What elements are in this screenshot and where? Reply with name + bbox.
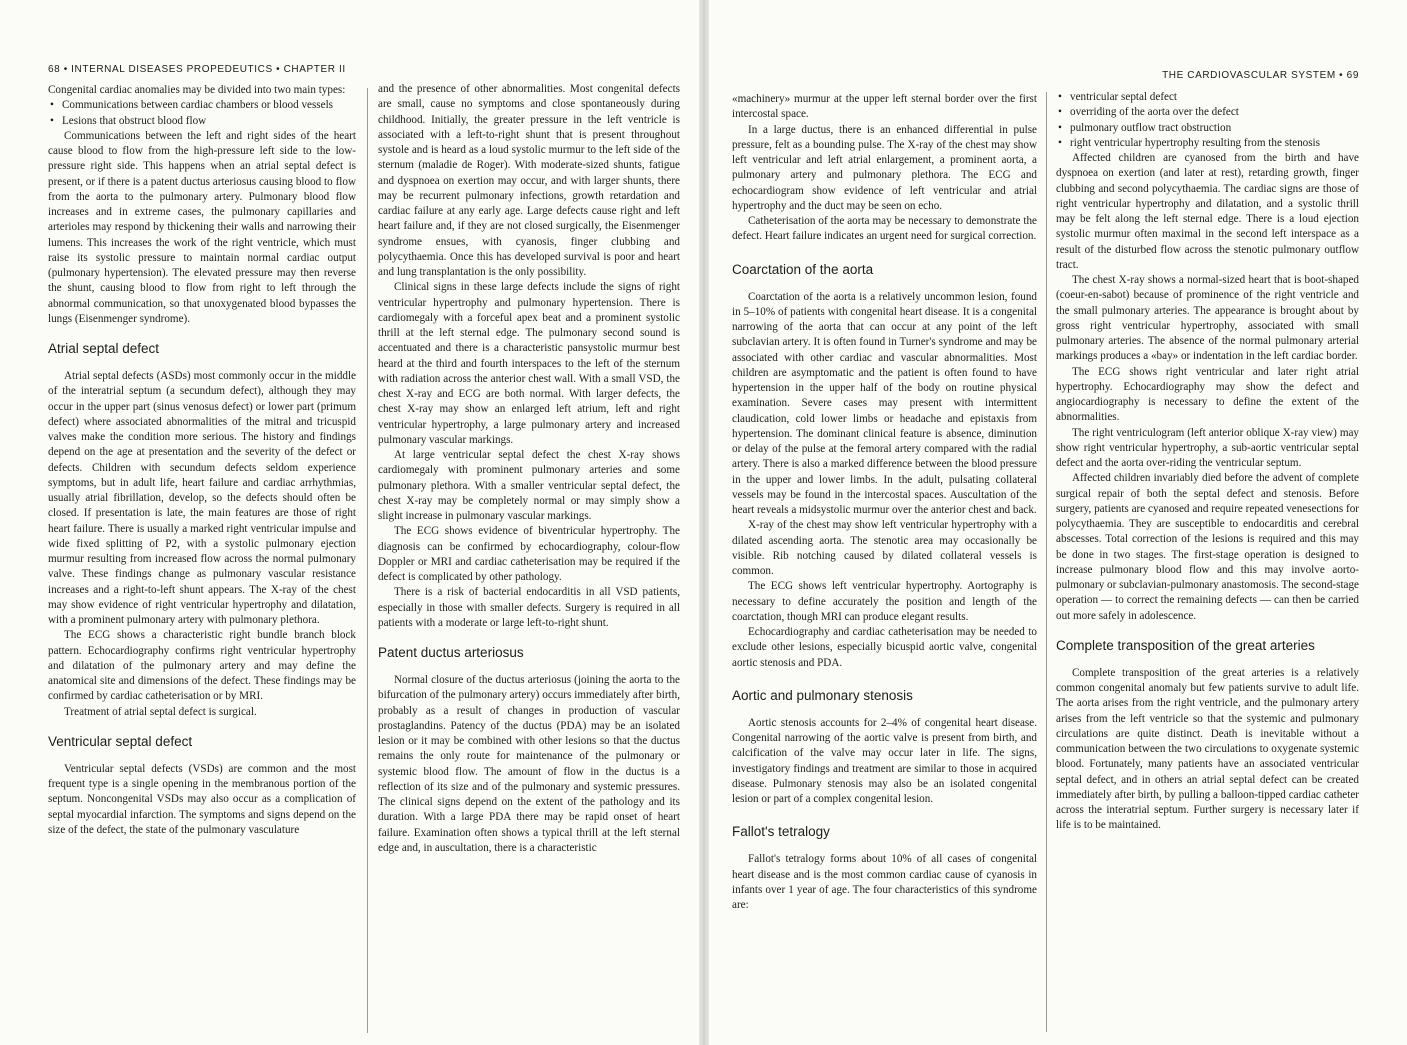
paragraph: Catheterisation of the aorta may be necessary to demonstrate the defect. Heart failure indicates an urgent need for surgical correction. (732, 215, 1037, 243)
bullet-item: • pulmonary outflow tract obstruction (1056, 121, 1359, 136)
paragraph: Normal closure of the ductus arteriosus (joining the aorta to the bifurcation of the pulmonary artery) occurs immediately after birth, probably as a result of changes in production of vascular prostaglandins. Patency of the ductus (PDA) may be an isolated lesion or it may be combined with other lesions so that the ductus remains the only route for maintenance of the pulmonary or systemic blood flow. The amount of flow in the ductus is a reflection of its size and of the pulmonary and systemic pressures. The clinical signs depend on the extent of the pathology and its duration. With a large PDA there may be rapid onset of heart failure. Examination often shows a typical thrill at the left sternal edge and, in auscultation, there is a characteristic (378, 674, 680, 854)
column-3 (732, 92, 1037, 1032)
paragraph: At large ventricular septal defect the chest X-ray shows cardiomegaly with prominent pulmonary arteries and some pulmonary plethora. With a smaller ventricular septal defect, the chest X-ray may be completely normal or may simply show a slight increase in pulmonary vascular markings. (378, 449, 680, 522)
left-page (0, 0, 700, 1045)
running-head-right: THE CARDIOVASCULAR SYSTEM • 69 (1162, 70, 1359, 81)
paragraph: Ventricular septal defects (VSDs) are common and the most frequent type is a single opening in the membranous portion of the septum. Noncongenital VSDs may also occur as a complication of septal myocardial infarction. The symptoms and signs depend on the size of the defect, the state of the pulmonary vasculature (48, 762, 356, 836)
paragraph: The chest X-ray shows a normal-sized heart that is boot-shaped (coeur-en-sabot) because of prominence of the right ventricle and the small pulmonary arteries. The appearance is brought about by gross right ventricular hypertrophy, associated with small pulmonary arteries. The absence of the normal pulmonary arterial markings produces a «bay» or indentation in the left cardiac border. (1056, 274, 1359, 363)
intro-paragraph: Congenital cardiac anomalies may be divided into two main types: (48, 84, 346, 96)
section-heading-pda: Patent ductus arteriosus (378, 645, 524, 660)
paragraph: Atrial septal defects (ASDs) most commonly occur in the middle of the interatrial septum (a secundum defect), although they may occur in the upper part (sinus venosus defect) or lower part (primum defect) where associated abnormalities of the mitral and tricuspid valves make the condition more serious. The history and findings depend on the age at presentation and the severity of the defect or defects. Children with secundum defects seldom experience symptoms, but in adult life, heart failure and cardiac arrhythmias, usually atrial fibrillation, develop, so the defects should often be closed. If presentation is late, the main features are those of right heart failure. There is usually a marked right ventricular impulse and wide fixed splitting of P2, with a systolic pulmonary ejection murmur resulting from increased flow across the normal pulmonary valve. These findings change as pulmonary vascular resistance increases and a right-to-left shunt appears. The X-ray of the chest may show evidence of right ventricular hypertrophy and dilatation, with a prominent pulmonary artery with pulmonary plethora. (48, 370, 356, 626)
paragraph: The ECG shows a characteristic right bundle branch block pattern. Echocardiography confirms right ventricular hypertrophy and dilatation of the pulmonary artery and may define the anatomical site and dimensions of the defect. These findings may be confirmed by cardiac catheterisation or by MRI. (48, 629, 356, 703)
paragraph: The ECG shows left ventricular hypertrophy. Aortography is necessary to define accurately the position and length of the coarctation, though MRI can produce elegant results. (732, 580, 1037, 623)
paragraph: Treatment of atrial septal defect is surgical. (64, 705, 257, 718)
section-heading-coarctation: Coarctation of the aorta (732, 261, 874, 277)
section-heading-asd: Atrial septal defect (48, 341, 160, 356)
paragraph: The ECG shows evidence of biventricular hypertrophy. The diagnosis can be confirmed by echocardiography, colour-flow Doppler or MRI and cardiac catheterisation may be required if the defect is complicated by other pathology. (378, 525, 680, 583)
column-1 (48, 83, 356, 1033)
section-heading-stenosis: Aortic and pulmonary stenosis (732, 687, 913, 703)
section-heading-transposition: Complete transposition of the great arteries (1056, 637, 1315, 653)
paragraph: Clinical signs in these large defects include the signs of right ventricular hypertrophy and pulmonary hypertension. There is cardiomegaly with a forceful apex beat and a prominent systolic thrill at the left sternal edge. The pulmonary second sound is accentuated and there is a characteristic pansystolic murmur best heard at the third and fourth interspaces to the left of the sternum with radiation across the anterior chest wall. With a small VSD, the chest X-ray and ECG are both normal. With larger defects, the chest X-ray may show an enlarged left atrium, left and right ventricular hypertrophy, a large pulmonary artery and increased pulmonary vascular markings. (378, 281, 680, 446)
running-head-left: 68 • INTERNAL DISEASES PROPEDEUTICS • CHAPTER II (48, 64, 346, 75)
bullet-item: • right ventricular hypertrophy resulting from the stenosis (1056, 136, 1359, 151)
section-heading-fallot: Fallot's tetralogy (732, 824, 830, 840)
paragraph: Affected children invariably died before the advent of complete surgical repair of both the septal defect and stenosis. Before surgery, patients are cyanosed and require repeated venesections for polycythaemia. They are susceptible to endocarditis and cerebral abscesses. Total correction of the lesions is required and this may be done in two stages. The first-stage operation is designed to increase pulmonary blood flow and this may involve aorto-pulmonary or subclavian-pulmonary anastomosis. The second-stage operation — to correct the remaining defects — can then be carried out more safely in adolescence. (1056, 472, 1359, 622)
column-rule (1046, 92, 1047, 1032)
column-rule (367, 88, 368, 1033)
right-page (706, 0, 1407, 1045)
paragraph: Aortic stenosis accounts for 2–4% of congenital heart disease. Congenital narrowing of the aortic valve is present from birth, and calcification of the valve may occur later in life. The signs, investigatory findings and treatment are similar to those in acquired disease. Pulmonary stenosis may also be an isolated congenital lesion or part of a complex congenital lesion. (732, 716, 1037, 805)
paragraph: Coarctation of the aorta is a relatively uncommon lesion, found in 5–10% of patients with congenital heart disease. It is a congenital narrowing of the aorta that can occur at any point of the left subclavian artery. It is often found in Turner's syndrome and may be associated with other cardiac and vascular abnormalities. Most children are asymptomatic and the patient is often found to have hypertension in the upper half of the body on routine physical examination. Severe cases may present with intermittent claudication, cold lower limbs or headache and epistaxis from hypertension. The dominant clinical feature is absence, diminution or delay of the pulse at the femoral artery compared with the radial artery. There is also a marked difference between the blood pressure in the upper and lower limbs. In the adult, pulsating collateral vessels may be found in the intercostal spaces. Auscultation of the heart reveals a midsystolic murmur over the anterior chest and back. (732, 290, 1037, 516)
bullet-item: • overriding of the aorta over the defect (1056, 105, 1359, 120)
bullet-item: • Communications between cardiac chambers or blood vessels (48, 98, 356, 113)
column-4 (1056, 90, 1359, 1032)
column-2 (378, 82, 680, 1032)
paragraph: Communications between the left and right sides of the heart cause blood to flow from the high-pressure left side to the low-pressure right side. This happens when an atrial septal defect is present, or if there is a patent ductus arteriosus causing blood to flow from the aorta to the pulmonary artery. Pulmonary blood flow increases and in extreme cases, the pulmonary capillaries and arterioles may respond by thickening their walls and narrowing their lumens. This increases the work of the right ventricle, which must raise its systolic pressure to maintain normal cardiac output (pulmonary hypertension). The elevated pressure may then reverse the shunt, causing blood to flow from right to left through the abnormal communication, so that unoxygenated blood bypasses the lungs (Eisenmenger syndrome). (48, 129, 356, 325)
paragraph: «machinery» murmur at the upper left sternal border over the first intercostal space. (732, 93, 1037, 121)
paragraph: Fallot's tetralogy forms about 10% of all cases of congenital heart disease and is the most common cardiac cause of cyanosis in infants over 1 year of age. The four characteristics of this syndrome are: (732, 853, 1037, 911)
paragraph: The ECG shows right ventricular and later right atrial hypertrophy. Echocardiography may show the defect and angiocardiography is necessary to define the extent of the abnormalities. (1056, 365, 1359, 424)
paragraph: There is a risk of bacterial endocarditis in all VSD patients, especially in those with smaller defects. Surgery is required in all patients with a moderate or large left-to-right shunt. (378, 586, 680, 629)
paragraph: The right ventriculogram (left anterior oblique X-ray view) may show right ventricular hypertrophy, a sub-aortic ventricular septal defect and the aorta over-riding the ventricular septum. (1056, 426, 1359, 469)
paragraph: Echocardiography and cardiac catheterisation may be needed to exclude other lesions, especially bicuspid aortic valve, congenital aortic stenosis and PDA. (732, 626, 1037, 669)
paragraph: Complete transposition of the great arteries is a relatively common congenital anomaly but few patients survive to adult life. The aorta arises from the right ventricle, and the pulmonary artery arises from the left ventricle so that the systemic and pulmonary circulations are quite distinct. Death is inevitable without a communication between the two circulations to oxygenate systemic blood. Fortunately, many patients have an associated ventricular septal defect, and in others an atrial septal defect can be created immediately after birth, by pulling a balloon-tipped cardiac catheter across the interatrial septum. Further surgery is necessary later if life is to be maintained. (1056, 666, 1359, 832)
paragraph: X-ray of the chest may show left ventricular hypertrophy with a dilated ascending aorta. The stenotic area may occasionally be visible. Rib notching caused by dilated collateral vessels is common. (732, 519, 1037, 577)
paragraph: In a large ductus, there is an enhanced differential in pulse pressure, felt as a bounding pulse. The X-ray of the chest may show left ventricular and left atrial enlargement, a prominent aorta, a pulmonary artery and pulmonary plethora. The ECG and echocardiogram show evidence of left ventricular and atrial hypertrophy and the duct may be seen on echo. (732, 123, 1037, 212)
section-heading-vsd: Ventricular septal defect (48, 733, 193, 749)
paragraph: Affected children are cyanosed from the birth and have dyspnoea on exertion (and later at rest), retarding growth, finger clubbing and second polycythaemia. The cardiac signs are those of right ventricular hypertrophy and dilatation, and a systolic thrill may be felt along the left sternal edge. There is a loud ejection systolic murmur often maximal in the second left interspace as a result of the disturbed flow across the stenotic pulmonary outflow tract. (1056, 152, 1359, 271)
bullet-item: • Lesions that obstruct blood flow (48, 114, 356, 129)
bullet-item: • ventricular septal defect (1056, 90, 1359, 105)
paragraph: and the presence of other abnormalities. Most congenital defects are small, cause no symptoms and close spontaneously during childhood. Initially, the greater pressure in the left ventricle is associated with a left-to-right shunt that is present throughout systole and is heard as a loud systolic murmur to the left side of the sternum (maladie de Roger). With moderate-sized shunts, fatigue and dyspnoea on exertion may occur, and with larger shunts, there may be recurrent pulmonary infections, growth retardation and cardiac failure at any early age. Large defects cause right and left heart failure and, if they are not closed surgically, the Eisenmenger syndrome ensues, with cyanosis, finger clubbing and polycythaemia. Once this has developed survival is poor and heart and lung transplantation is the only possibility. (378, 83, 680, 278)
